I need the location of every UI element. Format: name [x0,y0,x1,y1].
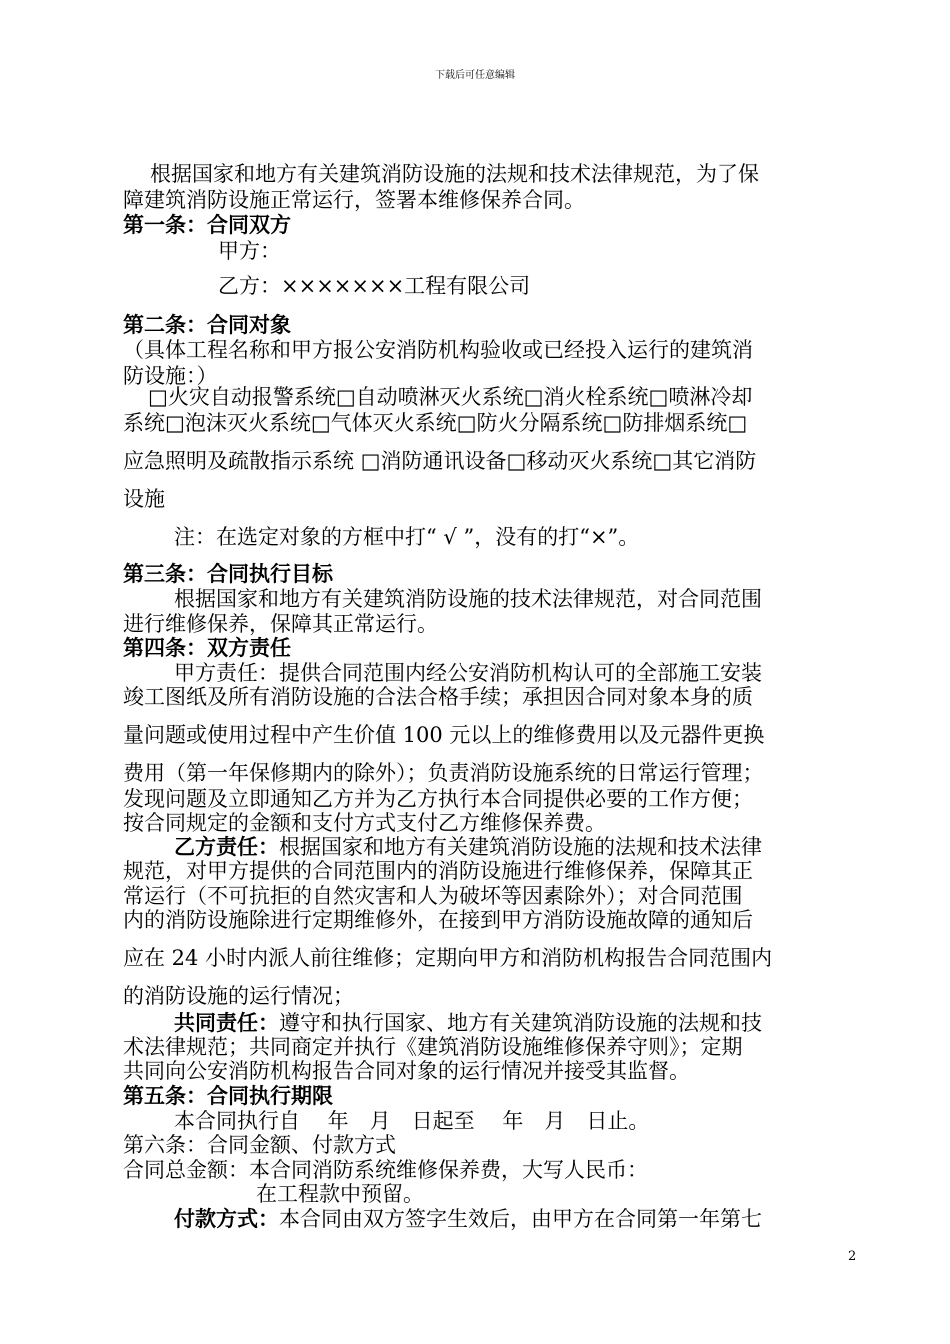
text-line [174,834,762,860]
text-line: 费用（第一年保修期内的除外）；负责消防设施系统的日常运行管理； [123,761,764,785]
responsibility-text: 遵守和执行国家、地方有关建筑消防设施的法规和技 [279,1011,762,1035]
section-heading: 第三条：合同执行目标 [123,561,333,586]
section-heading: 第四条：双方责任 [123,635,291,660]
payment-label: 付款方式： [174,1206,279,1231]
text-line: 应在 24 小时内派人前往维修；定期向甲方和消防机构报告合同范围内 [123,946,773,970]
section-heading: 第一条：合同双方 [123,212,291,237]
section-heading: 第六条：合同金额、付款方式 [123,1133,396,1157]
text-line: 甲方： [218,239,281,263]
text-line: 量问题或使用过程中产生价值 100 元以上的维修费用以及元器件更换 [123,723,765,747]
text-line: 常运行（不可抗拒的自然灾害和人为破坏等因素除外）；对合同范围 [123,884,743,908]
text-line: 的消防设施的运行情况； [123,984,354,1008]
responsibility-text: 根据国家和地方有关建筑消防设施的法规和技术法律 [279,835,762,859]
text-line: 合同总金额：本合同消防系统维修保养费，大写人民币： [123,1158,648,1182]
text-line: □火灾自动报警系统□自动喷淋灭火系统□消火栓系统□喷淋冷却 [148,385,753,409]
note-line: 注：在选定对象的方框中打“ √ ”，没有的打“×”。 [174,525,640,549]
text-line: 应急照明及疏散指示系统 □消防通讯设备□移动灭火系统□其它消防 [123,449,757,473]
payment-text: 本合同由双方签字生效后，由甲方在合同第一年第七 [279,1207,762,1231]
text-line: 竣工图纸及所有消防设施的合法合格手续；承担因合同对象本身的质 [123,685,753,709]
section-heading: 第五条：合同执行期限 [123,1083,333,1108]
responsibility-label: 乙方责任： [174,834,279,859]
text-line: 障建筑消防设施正常运行，签署本维修保养合同。 [123,188,585,212]
text-line: 按合同规定的金额和支付方式支付乙方维修保养费。 [123,811,606,835]
section-heading: 第二条：合同对象 [123,312,291,337]
text-line: 共同向公安消防机构报告合同对象的运行情况并接受其监督。 [123,1059,690,1083]
text-line: 术法律规范；共同商定并执行《建筑消防设施维修保养守则》；定期 [123,1035,743,1059]
text-line: 规范，对甲方提供的合同范围内的消防设施进行维修保养，保障其正 [123,859,753,883]
text-line: 甲方责任：提供合同范围内经公安消防机构认可的全部施工安装 [174,661,762,685]
text-line [174,1010,762,1036]
text-line: 进行维修保养，保障其正常运行。 [123,612,438,636]
text-line: 乙方：×××××××工程有限公司 [218,274,531,298]
page-header: 下载后可任意编辑 [435,70,515,81]
text-line: 内的消防设施除进行定期维修外，在接到甲方消防设施故障的通知后 [123,908,753,932]
responsibility-label: 共同责任： [174,1010,279,1035]
page-number: 2 [848,1249,857,1264]
text-line: 发现问题及立即通知乙方并为乙方执行本合同提供必要的工作方便； [123,787,753,811]
text-line: 本合同执行自 年 月 日起至 年 月 日止。 [174,1109,650,1133]
text-line: 在工程款中预留。 [256,1182,424,1206]
text-line: 系统□泡沫灭火系统□气体灭火系统□防火分隔系统□防排烟系统□ [123,411,748,435]
text-line: 设施 [123,487,165,511]
text-line: （具体工程名称和甲方报公安消防机构验收或已经投入运行的建筑消 [123,338,753,362]
text-line: 根据国家和地方有关建筑消防设施的法规和技术法律规范，为了保 [150,162,759,186]
text-line: 防设施：） [123,364,218,388]
text-line: 根据国家和地方有关建筑消防设施的技术法律规范，对合同范围 [174,587,762,611]
text-line [174,1206,762,1232]
